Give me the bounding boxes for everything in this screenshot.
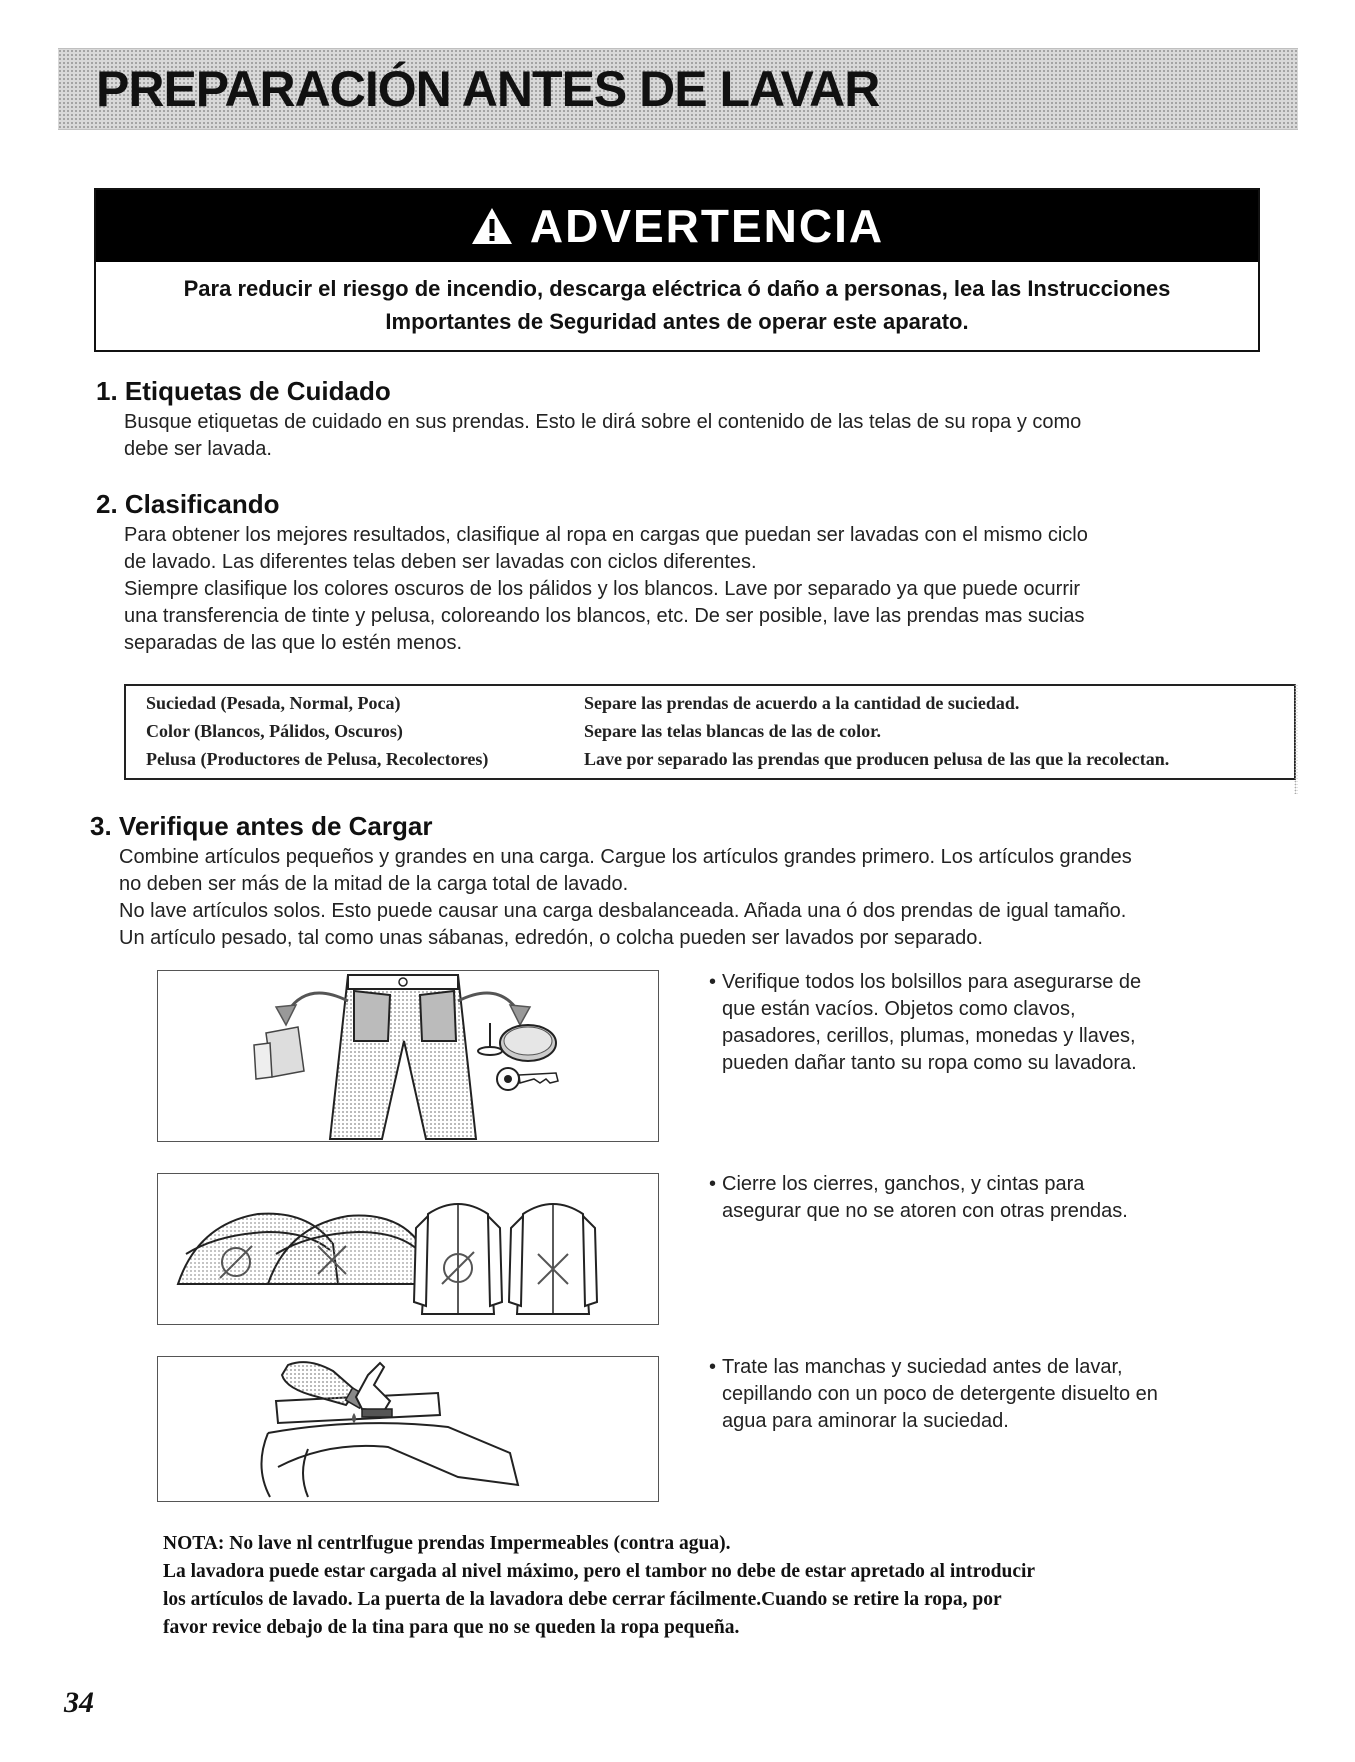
body-line: Combine artículos pequeños y grandes en una carga. Cargue los artículos grandes primero. Los artículos grandes	[119, 846, 1132, 868]
note-line: NOTA: No lave nl centrlfugue prendas Impermeables (contra agua).	[163, 1533, 731, 1554]
figure-pretreat-stains	[157, 1356, 659, 1502]
table-cell-instruction: Lave por separado las prendas que producen pelusa de las que la recolectan.	[584, 749, 1170, 769]
section-title-check-before-loading: 3. Verifique antes de Cargar	[90, 811, 433, 841]
bullet-line: Verifique todos los bolsillos para asegurarse de	[722, 971, 1142, 993]
bullet-line: que están vacíos. Objetos como clavos,	[722, 998, 1076, 1020]
body-line: Siempre clasifique los colores oscuros de los pálidos y los blancos. Lave por separado ya que puede ocurrir	[124, 578, 1081, 600]
body-line: separadas de las que lo estén menos.	[124, 632, 462, 654]
warning-box	[94, 188, 1260, 352]
zippers-hooks-illustration	[158, 1174, 658, 1324]
body-line: de lavado. Las diferentes telas deben ser lavadas con ciclos diferentes.	[124, 551, 757, 573]
warning-line: Para reducir el riesgo de incendio, descarga eléctrica ó daño a personas, lea las Instrucciones	[183, 276, 1171, 301]
bullet-line: pasadores, cerillos, plumas, monedas y llaves,	[722, 1025, 1136, 1047]
body-line: debe ser lavada.	[124, 438, 272, 460]
figure-empty-pockets	[157, 970, 659, 1142]
table-row	[146, 689, 1284, 717]
warning-line: Importantes de Seguridad antes de operar este aparato.	[385, 309, 969, 334]
table-row	[146, 717, 1284, 745]
table-shadow	[1294, 684, 1298, 794]
warning-text	[106, 272, 1248, 338]
note-line: favor revice debajo de la tina para que no se queden la ropa pequeña.	[163, 1617, 740, 1638]
figure-close-zippers	[157, 1173, 659, 1325]
section-body-check-before-loading	[119, 844, 1299, 952]
bullet-dot: •	[709, 971, 717, 993]
section-body-sorting	[124, 522, 1284, 657]
body-line: No lave artículos solos. Esto puede causar una carga desbalanceada. Añada una ó dos prendas de igual tamaño.	[119, 900, 1127, 922]
sorting-table	[124, 684, 1296, 780]
body-line: Un artículo pesado, tal como unas sábanas, edredón, o colcha pueden ser lavados por separado.	[119, 927, 983, 949]
bullet-close-zippers	[709, 1171, 1282, 1225]
body-line: una transferencia de tinte y pelusa, coloreando los blancos, etc. De ser posible, lave las prendas mas sucias	[124, 605, 1085, 627]
bullet-dot: •	[709, 1356, 717, 1378]
body-line: Busque etiquetas de cuidado en sus prendas. Esto le dirá sobre el contenido de las telas de su ropa y como	[124, 411, 1082, 433]
page-number: 34	[64, 1686, 94, 1719]
table-cell-category: Color (Blancos, Pálidos, Oscuros)	[146, 721, 403, 741]
warning-triangle-icon	[470, 206, 514, 246]
body-line: Para obtener los mejores resultados, clasifique al ropa en cargas que puedan ser lavadas con el mismo ciclo	[124, 524, 1088, 546]
table-row	[146, 745, 1284, 773]
note-block	[163, 1530, 1163, 1642]
bullet-line: Cierre los cierres, ganchos, y cintas para	[722, 1173, 1085, 1195]
warning-header	[96, 190, 1258, 262]
section-title-care-labels: 1. Etiquetas de Cuidado	[96, 376, 391, 406]
warning-heading: ADVERTENCIA	[529, 200, 885, 252]
table-cell-instruction: Separe las prendas de acuerdo a la cantidad de suciedad.	[584, 693, 1020, 713]
note-line: los artículos de lavado. La puerta de la lavadora debe cerrar fácilmente.Cuando se retire la ropa, por	[163, 1589, 1002, 1610]
bullet-line: asegurar que no se atoren con otras prendas.	[722, 1200, 1128, 1222]
bullet-line: agua para aminorar la suciedad.	[722, 1410, 1009, 1432]
bullet-pretreat-stains	[709, 1354, 1282, 1435]
note-line: La lavadora puede estar cargada al nivel máximo, pero el tambor no debe de estar apretado al introducir	[163, 1561, 1036, 1582]
bullet-line: cepillando con un poco de detergente disuelto en	[722, 1383, 1158, 1405]
bullet-line: pueden dañar tanto su ropa como su lavadora.	[722, 1052, 1137, 1074]
table-cell-instruction: Separe las telas blancas de las de color.	[584, 721, 882, 741]
table-cell-category: Pelusa (Productores de Pelusa, Recolectores)	[146, 749, 489, 769]
bullet-dot: •	[709, 1173, 717, 1195]
section-title-sorting: 2. Clasificando	[96, 489, 280, 519]
pretreat-stain-illustration	[158, 1357, 658, 1501]
section-body-care-labels	[124, 409, 1284, 463]
table-cell-category: Suciedad (Pesada, Normal, Poca)	[146, 693, 401, 713]
bullet-line: Trate las manchas y suciedad antes de lavar,	[722, 1356, 1123, 1378]
pants-pockets-illustration	[158, 971, 658, 1141]
page-title: PREPARACIÓN ANTES DE LAVAR	[96, 61, 880, 117]
body-line: no deben ser más de la mitad de la carga total de lavado.	[119, 873, 629, 895]
bullet-check-pockets	[709, 969, 1282, 1077]
